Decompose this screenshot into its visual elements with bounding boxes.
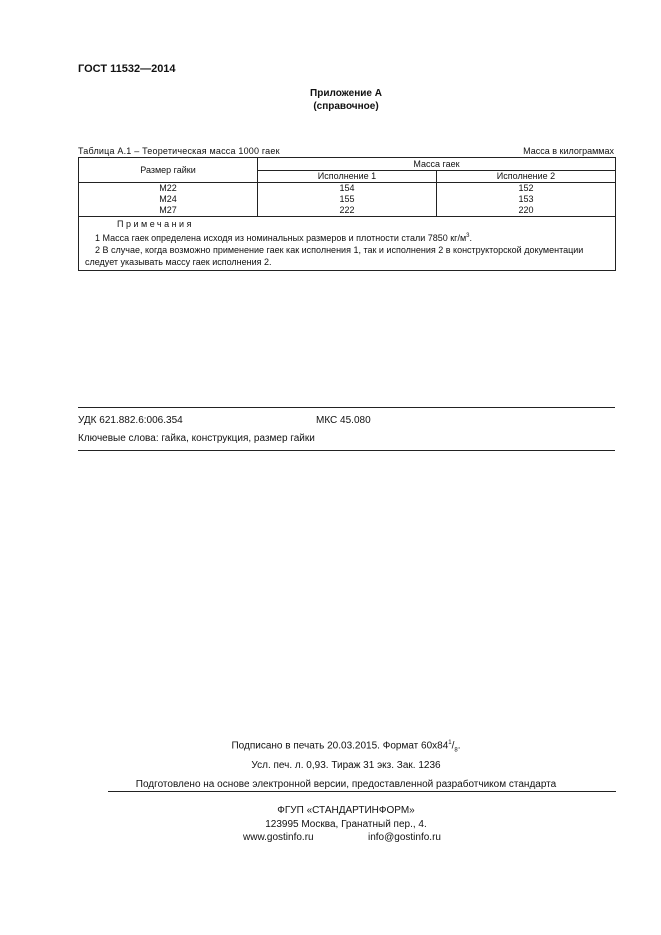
udk-code: УДК 621.882.6:006.354 [78,415,183,426]
cell-size: M27 [79,205,258,217]
divider-bottom [78,450,615,451]
note-2: 2 В случае, когда возможно применение гаек как исполнения 1, так и исполнения 2 в конструкторской документации следует указывать массу гаек исполнения 2. [85,245,584,267]
table-row [79,205,616,217]
table-row [79,194,616,205]
publisher-website[interactable]: www.gostinfo.ru [243,832,314,843]
col-header-mass: Масса гаек [258,158,616,171]
cell-v1: 154 [258,183,437,195]
cell-size: M24 [79,194,258,205]
publisher-email[interactable]: info@gostinfo.ru [368,832,441,843]
prepared-note: Подготовлено на основе электронной версии, предоставленной разработчиком стандарта [135,779,557,790]
cell-v1: 222 [258,205,437,217]
mass-table [78,157,616,271]
table-row [79,183,616,195]
divider-footer [108,791,616,792]
standard-id: ГОСТ 11532—2014 [78,63,176,75]
cell-v1: 155 [258,194,437,205]
table-units: Масса в килограммах [523,146,614,156]
divider-top [78,407,615,408]
appendix-subtitle: (справочное) [313,101,379,112]
table-notes [79,217,616,271]
cell-size: M22 [79,183,258,195]
signed-info: Подписано в печать 20.03.2015. Формат $60х84^1/_8$. [231,740,461,754]
cell-v2: 153 [437,194,616,205]
print-info: Усл. печ. л. 0,93. Тираж 31 экз. Зак. 1236 [251,760,441,771]
appendix-title: Приложение А [310,88,382,99]
col-header-size: Размер гайки [79,158,258,183]
col-header-v2: Исполнение 2 [437,171,616,183]
publisher-address: 123995 Москва, Гранатный пер., 4. [265,819,427,830]
note-1: 1 Масса гаек определена исходя из номинальных размеров и плотности стали 7850 $кг/м^3$. [95,233,473,243]
col-header-v1: Исполнение 1 [258,171,437,183]
cell-v2: 220 [437,205,616,217]
table-caption: Таблица А.1 – Теоретическая масса 1000 гаек [78,146,280,156]
cell-v2: 152 [437,183,616,195]
notes-title: Примечания [117,219,194,229]
keywords: Ключевые слова: гайка, конструкция, размер гайки [78,433,315,444]
publisher-name: ФГУП «СТАНДАРТИНФОРМ» [277,805,415,816]
mks-code: МКС 45.080 [316,415,371,426]
